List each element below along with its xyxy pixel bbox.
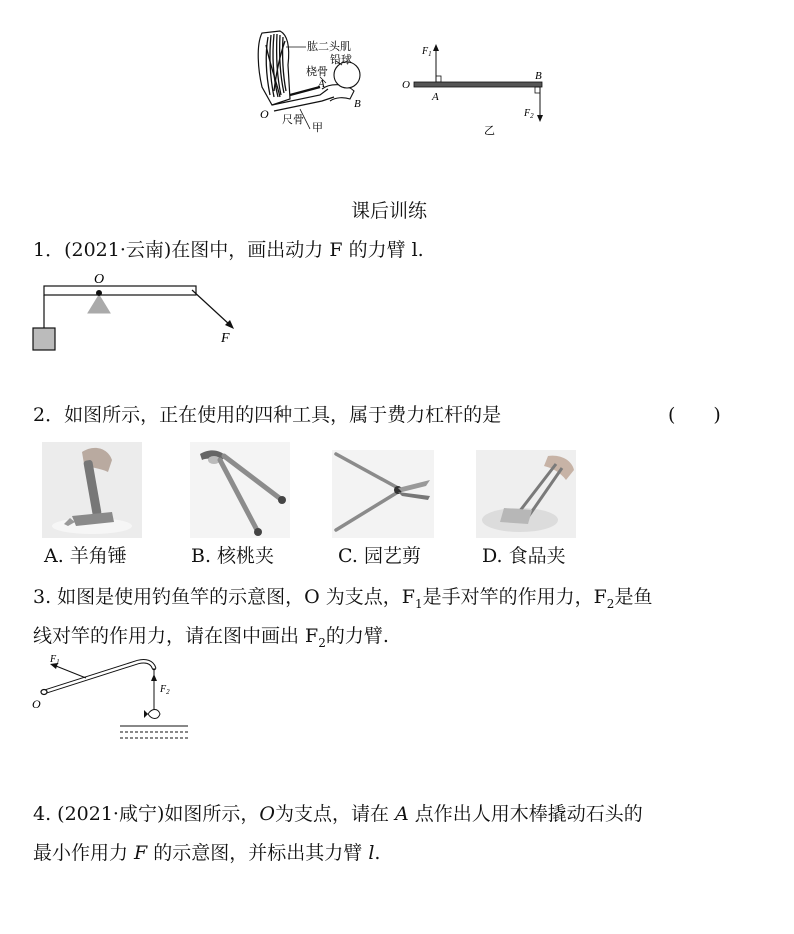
q4-line2-part-a: 最小作用力 xyxy=(33,842,135,864)
food-tongs-icon xyxy=(476,450,576,538)
label-F2: F xyxy=(524,108,531,119)
label-F: F xyxy=(221,331,230,346)
q4-line1-part-b: 为支点，请在 xyxy=(274,803,396,825)
lever-diagram-yi xyxy=(400,38,560,138)
svg-text:F2 xyxy=(523,108,534,120)
option-a-label: A. 羊角锤 xyxy=(44,545,127,567)
q4-line1-part-c: 点作出人用木棒撬动石头的 xyxy=(408,803,643,825)
label-ball: 铅球 xyxy=(330,54,352,66)
option-b-photo[interactable] xyxy=(190,442,290,538)
label-F2-sub: 2 xyxy=(530,112,534,120)
question-4-line-2 xyxy=(33,834,380,872)
question-2-text: 2．如图所示，正在使用的四种工具，属于费力杠杆的是 xyxy=(33,404,502,426)
fishing-rod-diagram xyxy=(28,648,198,748)
question-1-text: 1．(2021·云南)在图中，画出动力 F 的力臂 l. xyxy=(33,239,424,261)
option-a-photo[interactable] xyxy=(42,442,142,538)
label-O: O xyxy=(94,272,105,287)
label-F2-sub: 2 xyxy=(166,688,170,696)
option-c-label: C. 园艺剪 xyxy=(338,545,421,567)
q3-line2-sub: 2 xyxy=(318,635,326,650)
q4-arm-l: l xyxy=(368,842,375,864)
label-F1: F xyxy=(50,654,57,665)
q1-lever-diagram xyxy=(28,270,248,355)
q3-line1-sub-1: 1 xyxy=(414,596,423,611)
arm-diagram xyxy=(250,25,370,137)
label-O: O xyxy=(260,107,269,121)
label-F1-sub: 1 xyxy=(428,50,432,58)
option-b-label: B. 核桃夹 xyxy=(191,545,275,567)
label-ulna: 尺骨 xyxy=(282,114,304,126)
q4-line2-part-b: 的示意图，并标出其力臂 xyxy=(147,842,369,864)
q4-point-O: O xyxy=(259,803,275,825)
claw-hammer-icon xyxy=(42,442,142,538)
label-biceps: 肱二头肌 xyxy=(307,41,351,53)
svg-text:F2 xyxy=(159,684,170,696)
label-O: O xyxy=(32,697,41,711)
option-d-label: D. 食品夹 xyxy=(482,545,566,567)
answer-blank[interactable]: ( ) xyxy=(668,404,721,426)
label-F2: F xyxy=(160,684,167,695)
q4-line2-part-c: . xyxy=(374,842,381,864)
label-O: O xyxy=(402,79,410,91)
label-A: A xyxy=(432,91,439,103)
label-B: B xyxy=(535,70,542,82)
nutcracker-icon xyxy=(190,442,290,538)
label-radius: 桡骨 xyxy=(306,66,328,78)
question-4-line-1 xyxy=(33,795,643,833)
q3-line1-part-b: 是手对竿的作用力，F xyxy=(422,586,607,608)
label-A: A xyxy=(318,78,325,90)
q3-line2-part-b: 的力臂. xyxy=(325,625,389,647)
q4-point-A: A xyxy=(395,803,409,825)
label-B: B xyxy=(354,98,361,110)
option-c-photo[interactable] xyxy=(332,450,434,538)
label-jia: 甲 xyxy=(312,122,323,134)
q3-line1-part-c: 是鱼 xyxy=(614,586,653,608)
svg-text:F1 xyxy=(49,654,60,666)
svg-text:F1 xyxy=(421,46,432,58)
label-F1-sub: 1 xyxy=(56,658,60,666)
label-F1: F xyxy=(422,46,429,57)
q4-line1-part-a: 4. (2021·咸宁)如图所示， xyxy=(33,803,260,825)
q3-line1-sub-2: 2 xyxy=(606,596,615,611)
q3-line1-part-a: 3. 如图是使用钓鱼竿的示意图，O 为支点，F xyxy=(33,586,415,608)
label-yi: 乙 xyxy=(484,125,495,137)
garden-shears-icon xyxy=(332,450,434,538)
q3-line2-part-a: 线对竿的作用力，请在图中画出 F xyxy=(33,625,319,647)
option-d-photo[interactable] xyxy=(476,450,576,538)
q4-force-F: F xyxy=(134,842,148,864)
section-title: 课后训练 xyxy=(351,200,428,222)
